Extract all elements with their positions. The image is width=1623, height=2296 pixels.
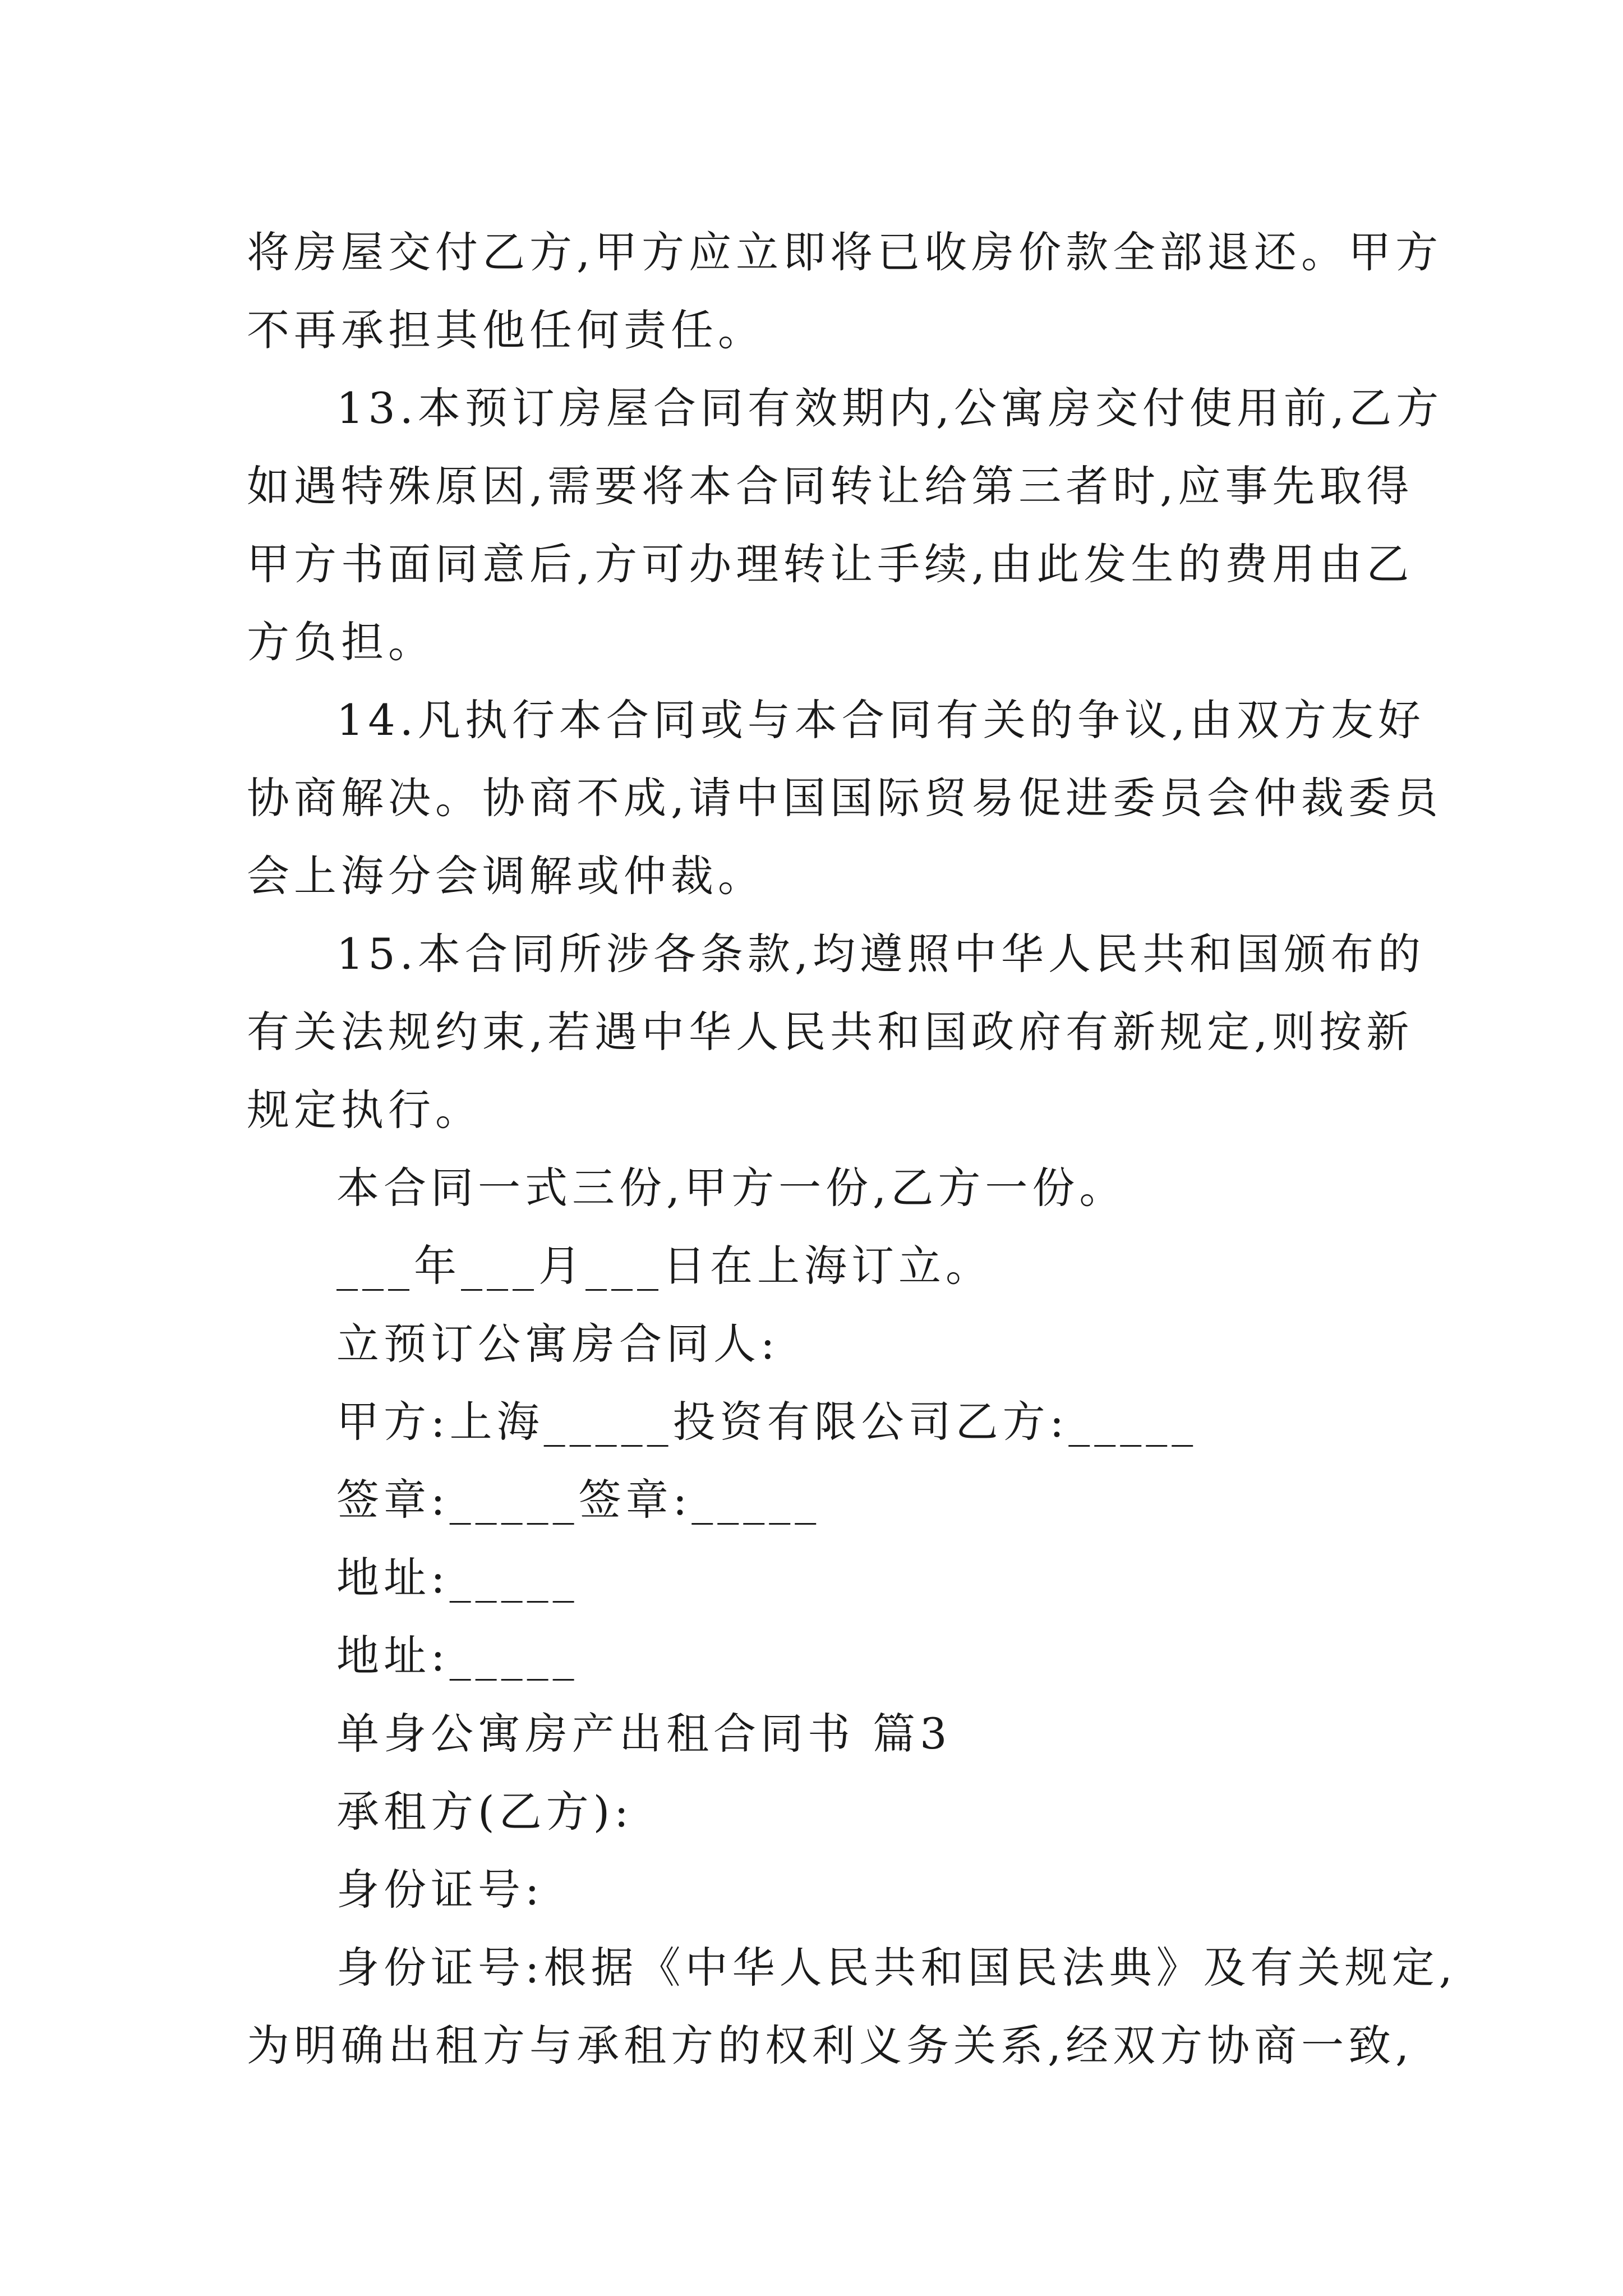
section-title: 单身公寓房产出租合同书 篇3	[336, 1709, 952, 1759]
text-line: 身份证号:根据《中华人民共和国民法典》及有关规定,	[336, 1943, 1457, 1993]
text-line: 会上海分会调解或仲裁。	[247, 851, 765, 901]
clause-14: 14.凡执行本合同或与本合同有关的争议,由双方友好	[336, 695, 1426, 745]
date-line: ___年___月___日在上海订立。	[336, 1241, 993, 1291]
document-page	[247, 213, 1457, 2085]
address-line: 地址:_____	[336, 1553, 579, 1603]
clause-15: 15.本合同所涉各条款,均遵照中华人民共和国颁布的	[336, 929, 1426, 979]
clause-13: 13.本预订房屋合同有效期内,公寓房交付使用前,乙方	[336, 383, 1444, 433]
text-line: 协商解决。协商不成,请中国国际贸易促进委员会仲裁委员	[247, 773, 1443, 823]
text-line: 如遇特殊原因,需要将本合同转让给第三者时,应事先取得	[247, 461, 1414, 511]
copies-statement: 本合同一式三份,甲方一份,乙方一份。	[336, 1163, 1127, 1213]
text-line: 规定执行。	[247, 1085, 482, 1135]
text-line: 为明确出租方与承租方的权利义务关系,经双方协商一致,	[247, 2021, 1414, 2070]
signatories-heading: 立预订公寓房合同人:	[336, 1319, 780, 1369]
id-number-line: 身份证号:	[336, 1865, 544, 1915]
text-line: 方负担。	[247, 617, 435, 667]
signature-line: 签章:_____签章:_____	[336, 1475, 821, 1525]
text-line: 不再承担其他任何责任。	[247, 305, 765, 355]
address-line: 地址:_____	[336, 1631, 579, 1681]
lessee-line: 承租方(乙方):	[336, 1787, 633, 1837]
party-line: 甲方:上海_____投资有限公司乙方:_____	[336, 1397, 1198, 1447]
text-line: 甲方书面同意后,方可办理转让手续,由此发生的费用由乙	[247, 539, 1414, 589]
text-line: 将房屋交付乙方,甲方应立即将已收房价款全部退还。甲方	[247, 227, 1443, 277]
text-line: 有关法规约束,若遇中华人民共和国政府有新规定,则按新	[247, 1007, 1414, 1057]
